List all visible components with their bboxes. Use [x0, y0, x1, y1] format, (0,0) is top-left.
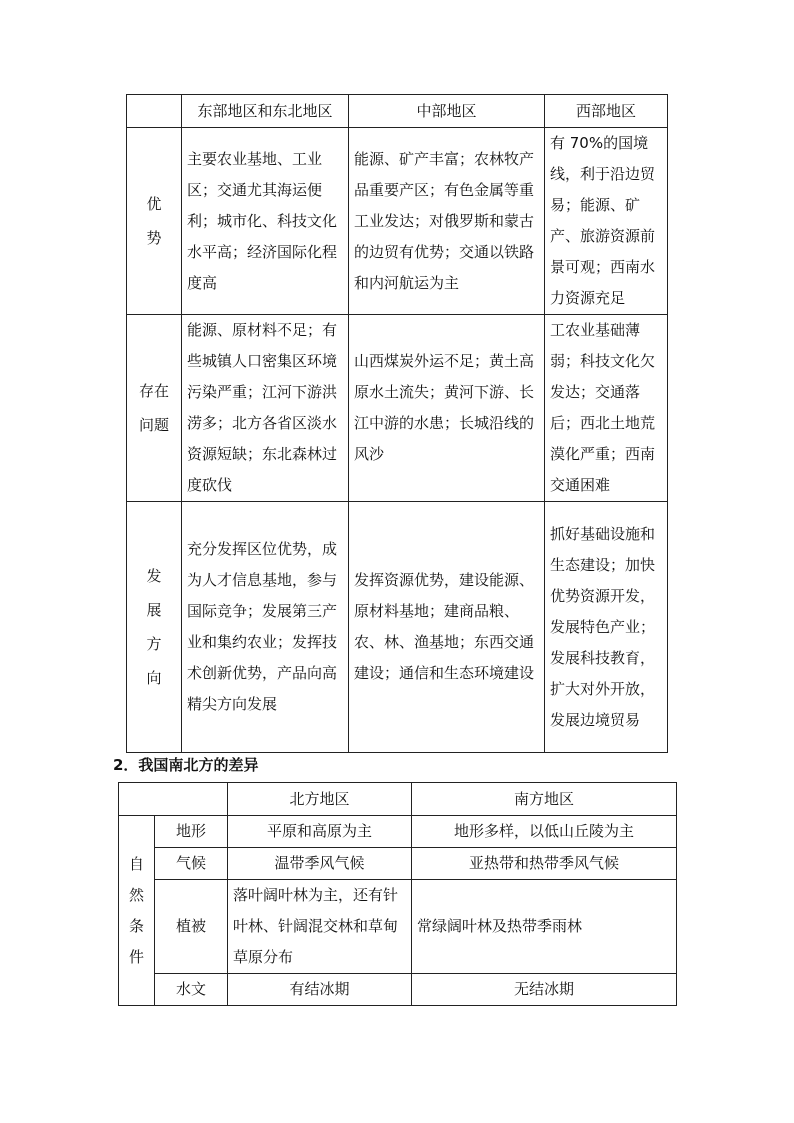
header-east: 东部地区和东北地区 — [182, 95, 349, 128]
cell-west-problems: 工农业基础薄弱；科技文化欠发达；交通落后；西北土地荒漠化严重；西南交通困难 — [545, 315, 668, 502]
group-label-natural-conditions: 自 然 条 件 — [119, 816, 155, 1006]
cell-west-direction: 抓好基础设施和生态建设；加快优势资源开发，发展特色产业；发展科技教育，扩大对外开放，发展边境贸易 — [545, 502, 668, 753]
row-label-terrain: 地形 — [155, 816, 228, 848]
row-label-direction: 发 展 方 向 — [127, 502, 182, 753]
cell-south-vegetation: 常绿阔叶林及热带季雨林 — [412, 880, 677, 974]
cell-north-climate: 温带季风气候 — [228, 848, 412, 880]
cell-north-terrain: 平原和高原为主 — [228, 816, 412, 848]
row-label-problems: 存在 问题 — [127, 315, 182, 502]
table-row — [119, 880, 677, 974]
header-empty — [127, 95, 182, 128]
row-label-climate: 气候 — [155, 848, 228, 880]
cell-north-vegetation: 落叶阔叶林为主，还有针叶林、针阔混交林和草甸草原分布 — [228, 880, 412, 974]
cell-central-direction: 发挥资源优势，建设能源、原材料基地；建商品粮、农、林、渔基地；东西交通建设；通信和生态环境建设 — [349, 502, 545, 753]
table-row — [127, 128, 668, 315]
table-header-row — [119, 783, 677, 816]
cell-south-hydrology: 无结冰期 — [412, 974, 677, 1006]
cell-central-problems: 山西煤炭外运不足；黄土高原水土流失；黄河下游、长江中游的水患；长城沿线的风沙 — [349, 315, 545, 502]
cell-central-advantage: 能源、矿产丰富；农林牧产品重要产区；有色金属等重工业发达；对俄罗斯和蒙古的边贸有优势；交通以铁路和内河航运为主 — [349, 128, 545, 315]
table-row — [119, 974, 677, 1006]
header-central: 中部地区 — [349, 95, 545, 128]
table-row — [119, 848, 677, 880]
header-north: 北方地区 — [228, 783, 412, 816]
cell-south-terrain: 地形多样，以低山丘陵为主 — [412, 816, 677, 848]
row-label-hydrology: 水文 — [155, 974, 228, 1006]
header-empty — [119, 783, 228, 816]
cell-south-climate: 亚热带和热带季风气候 — [412, 848, 677, 880]
table-header-row — [127, 95, 668, 128]
row-label-vegetation: 植被 — [155, 880, 228, 974]
section-2-title: 2．我国南北方的差异 — [113, 756, 259, 774]
cell-east-advantage: 主要农业基地、工业区；交通尤其海运便利；城市化、科技文化水平高；经济国际化程度高 — [182, 128, 349, 315]
cell-east-problems: 能源、原材料不足；有些城镇人口密集区环境污染严重；江河下游洪涝多；北方各省区淡水资源短缺；东北森林过度砍伐 — [182, 315, 349, 502]
cell-west-advantage: 有 70%的国境线，利于沿边贸易；能源、矿产、旅游资源前景可观；西南水力资源充足 — [545, 128, 668, 315]
row-label-advantage: 优 势 — [127, 128, 182, 315]
table-row — [127, 502, 668, 753]
header-south: 南方地区 — [412, 783, 677, 816]
table-row — [119, 816, 677, 848]
regional-comparison-table — [126, 94, 668, 753]
header-west: 西部地区 — [545, 95, 668, 128]
cell-north-hydrology: 有结冰期 — [228, 974, 412, 1006]
cell-east-direction: 充分发挥区位优势，成为人才信息基地，参与国际竞争；发展第三产业和集约农业；发挥技术创新优势，产品向高精尖方向发展 — [182, 502, 349, 753]
table-row — [127, 315, 668, 502]
north-south-table — [118, 782, 677, 1006]
